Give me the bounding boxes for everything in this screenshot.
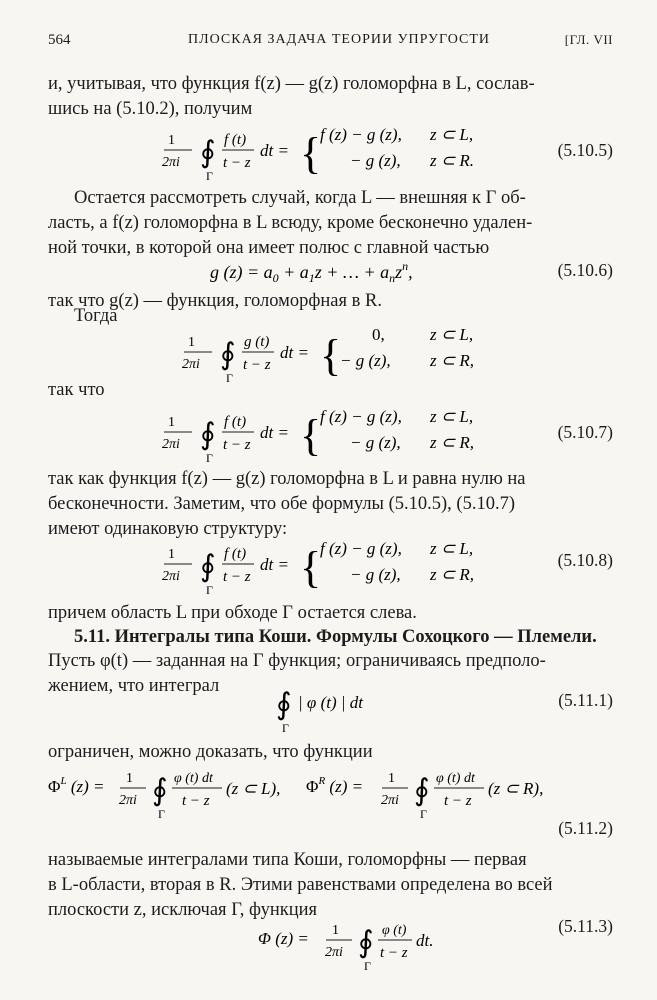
svg-text:z ⊂ L,: z ⊂ L,	[430, 407, 474, 426]
svg-text:− g (z),: − g (z),	[350, 151, 401, 170]
svg-text:2πi: 2πi	[381, 793, 399, 808]
svg-text:z ⊂ L,: z ⊂ L,	[430, 325, 474, 344]
svg-text:z ⊂ R,: z ⊂ R,	[430, 351, 474, 370]
text-line: в L-области, вторая в R. Этими равенствами определена во всей	[48, 875, 553, 895]
svg-text:1: 1	[188, 335, 195, 350]
svg-text:z ⊂ R.: z ⊂ R.	[430, 151, 474, 170]
svg-text:− g (z),: − g (z),	[350, 433, 401, 452]
svg-text:− g (z),: − g (z),	[350, 565, 401, 584]
equation-number: (5.11.3)	[558, 916, 613, 936]
svg-text:ΦR (z) =: $\Phi^R$ (z) =	[306, 775, 364, 796]
svg-text:∮: ∮	[200, 136, 216, 169]
text-line: имеют одинаковую структуру:	[48, 519, 288, 539]
svg-text:f (z) − g (z),: f (z) − g (z),	[320, 539, 402, 558]
text-line: Остается рассмотреть случай, когда L — внешняя к Г об-	[74, 188, 526, 208]
svg-text:Γ: Γ	[364, 959, 371, 973]
page-number: 564	[48, 32, 71, 48]
svg-text:∮: ∮	[414, 774, 430, 807]
svg-text:− g (z),: − g (z),	[340, 351, 391, 370]
svg-text:t − z: t − z	[223, 155, 251, 171]
text-line: шись на (5.10.2), получим	[48, 99, 253, 119]
svg-text:dt =: dt =	[260, 141, 289, 160]
equation-number: (5.10.8)	[557, 550, 613, 570]
formula-5-11-2	[48, 762, 613, 824]
svg-text:2πi: 2πi	[325, 945, 343, 960]
svg-text:(z ⊂ L),: (z ⊂ L),	[226, 779, 281, 798]
svg-text:dt =: dt =	[260, 555, 289, 574]
equation-number: (5.10.7)	[557, 422, 613, 442]
svg-text:0,: 0,	[372, 325, 385, 344]
svg-text:1: 1	[126, 771, 133, 786]
running-title: ПЛОСКАЯ ЗАДАЧА ТЕОРИИ УПРУГОСТИ	[188, 32, 490, 47]
svg-text:2πi: 2πi	[182, 357, 200, 372]
text-line: ной точки, в которой она имеет полюс с главной частью	[48, 238, 490, 258]
svg-text:(z ⊂ R),: (z ⊂ R),	[488, 779, 544, 798]
svg-text:z ⊂ R,: z ⊂ R,	[430, 433, 474, 452]
text-line: Пусть φ(t) — заданная на Г функция; ограничиваясь предполо-	[48, 651, 546, 671]
text-line: бесконечности. Заметим, что обе формулы (5.10.5), (5.10.7)	[48, 494, 516, 514]
svg-text:1: 1	[168, 415, 175, 430]
section-title: 5.11. Интегралы типа Коши. Формулы Сохоцкого — Племели.	[74, 627, 597, 647]
text-line: жением, что интеграл	[48, 676, 220, 696]
svg-text:∮: ∮	[358, 926, 374, 959]
svg-text:Γ: Γ	[206, 169, 213, 183]
equation-5-11-1	[48, 688, 613, 734]
svg-text:∮: ∮	[200, 418, 216, 451]
text-line: ограничен, можно доказать, что функции	[48, 742, 373, 762]
svg-text:Γ: Γ	[206, 583, 213, 597]
svg-text:Γ: Γ	[206, 451, 213, 465]
equation-unnumbered-1	[48, 322, 613, 385]
svg-text:∮: ∮	[152, 774, 168, 807]
svg-text:1: 1	[168, 547, 175, 562]
svg-text:dt =: dt =	[260, 423, 289, 442]
equation-number: (5.11.2)	[558, 818, 613, 838]
text-line: ласть, а f(z) голоморфна в L всюду, кроме бесконечно удален-	[48, 213, 533, 233]
svg-text:φ (t) dt: φ (t) dt	[174, 771, 213, 786]
chapter-label: [ГЛ. VII	[564, 32, 613, 47]
svg-text:Γ: Γ	[420, 807, 427, 821]
text-line: так что	[48, 380, 105, 400]
svg-text:f (z) − g (z),: f (z) − g (z),	[320, 407, 402, 426]
svg-text:dt =: dt =	[280, 343, 309, 362]
svg-text:φ (t) dt: φ (t) dt	[436, 771, 475, 786]
svg-text:ΦL (z) =: $\Phi^L$ (z) =	[48, 775, 105, 796]
svg-text:t − z: t − z	[182, 793, 210, 809]
svg-text:g (t): g (t)	[244, 334, 270, 350]
svg-text:t − z: t − z	[444, 793, 472, 809]
text-line: так что g(z) — функция, голоморфная в R.	[48, 291, 382, 311]
svg-text:{: {	[320, 331, 342, 380]
svg-text:f (t): f (t)	[224, 414, 247, 430]
svg-text:Γ: Γ	[226, 371, 233, 385]
svg-text:f (t): f (t)	[224, 546, 247, 562]
text-line: так как функция f(z) — g(z) голоморфна в L и равна нулю на	[48, 469, 526, 489]
svg-text:Γ: Γ	[282, 721, 289, 735]
svg-text:z ⊂ L,: z ⊂ L,	[430, 125, 474, 144]
equation-5-11-3	[48, 912, 613, 976]
equation-number: (5.11.1)	[558, 690, 613, 710]
svg-text:Φ (z) =: Φ (z) =	[258, 929, 309, 948]
svg-text:∮: ∮	[200, 550, 216, 583]
equation-number: (5.10.6)	[557, 260, 613, 280]
text-line: причем область L при обходе Г остается слева.	[48, 603, 417, 623]
formula-tog	[182, 322, 588, 385]
equation-5-10-6	[48, 258, 613, 286]
svg-text:Γ: Γ	[158, 807, 165, 821]
svg-text:2πi: 2πi	[162, 569, 180, 584]
svg-text:| φ (t) | dt: | φ (t) | dt	[298, 693, 364, 712]
svg-text:f (z) − g (z),: f (z) − g (z),	[320, 125, 402, 144]
svg-text:t − z: t − z	[380, 945, 408, 961]
equation-5-10-5	[48, 120, 613, 182]
svg-text:∮: ∮	[220, 338, 236, 371]
svg-text:1: 1	[388, 771, 395, 786]
svg-text:z ⊂ R,: z ⊂ R,	[430, 565, 474, 584]
svg-text:2πi: 2πi	[119, 793, 137, 808]
equation-5-10-8	[48, 534, 613, 596]
svg-text:φ (t): φ (t)	[382, 923, 407, 938]
svg-text:f (t): f (t)	[224, 132, 247, 148]
formula-5-11-3	[258, 912, 578, 976]
svg-text:1: 1	[168, 133, 175, 148]
svg-text:t − z: t − z	[223, 569, 251, 585]
svg-text:{: {	[300, 411, 322, 460]
page-header	[48, 32, 613, 54]
text-line: Тогда	[74, 306, 118, 326]
text-line: плоскости z, исключая Г, функция	[48, 900, 318, 920]
svg-text:2πi: 2πi	[162, 155, 180, 170]
equation-number: (5.10.5)	[557, 140, 613, 160]
text-line: называемые интегралами типа Коши, голоморфны — первая	[48, 850, 527, 870]
svg-text:{: {	[300, 543, 322, 592]
equation-5-11-2	[48, 762, 613, 844]
svg-text:dt.: dt.	[416, 931, 434, 950]
text-line: и, учитывая, что функция f(z) — g(z) голоморфна в L, сослав-	[48, 74, 535, 94]
svg-text:{: {	[300, 129, 322, 178]
svg-text:z ⊂ L,: z ⊂ L,	[430, 539, 474, 558]
svg-text:t − z: t − z	[243, 357, 271, 373]
svg-text:t − z: t − z	[223, 437, 251, 453]
svg-text:g (z) = a0 + a1z + … + anzn,: g $(z) = a_0 + a_1z$ + … + $a_nz^n$,	[210, 259, 413, 285]
svg-text:1: 1	[332, 923, 339, 938]
svg-text:∮: ∮	[276, 688, 292, 721]
formula-5-10-6	[210, 258, 510, 286]
formula-5-11-1	[276, 688, 476, 734]
equation-5-10-7	[48, 402, 613, 464]
svg-text:2πi: 2πi	[162, 437, 180, 452]
